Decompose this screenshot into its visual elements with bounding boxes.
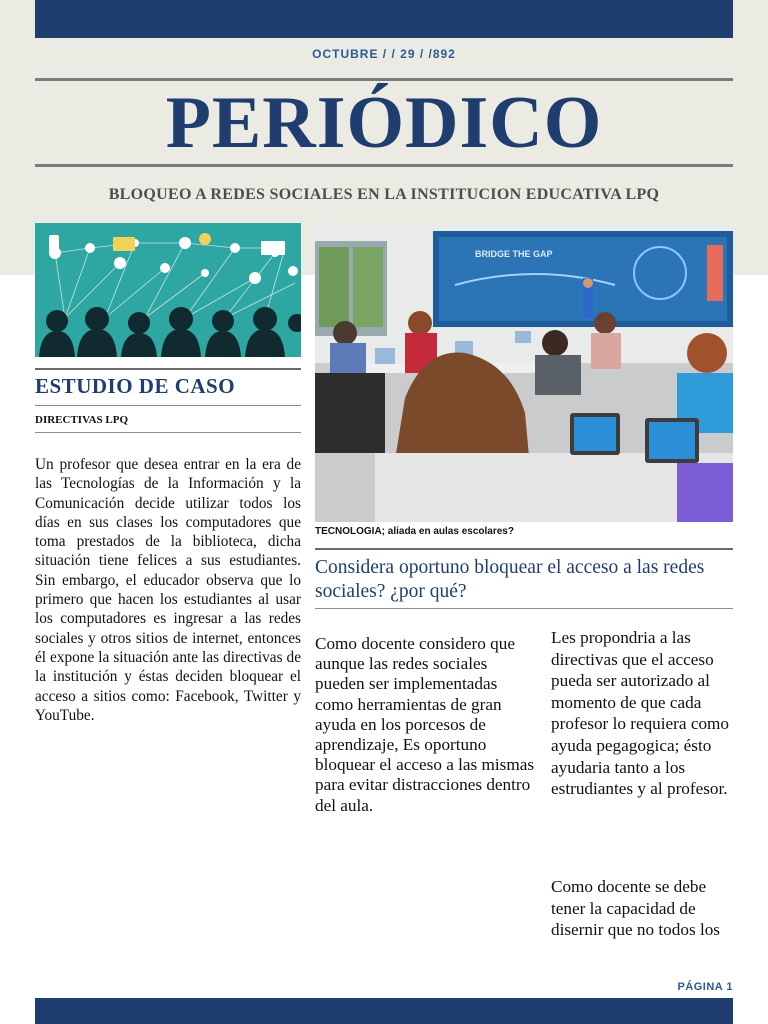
case-rule-mid	[35, 405, 301, 406]
answer-column-2: Les propondria a las directivas que el acceso pueda ser autorizado al momento de que cada profesor lo requiera como ayuda pegagogica; ésto ayudaria tanto a los estrudiantes y al profesor.	[551, 628, 730, 799]
screen-text: BRIDGE THE GAP	[475, 249, 553, 259]
question-headline: Considera oportuno bloquear el acceso a las redes sociales? ¿por qué?	[315, 557, 705, 602]
social-network-illustration	[35, 223, 301, 357]
classroom-photo	[315, 223, 733, 522]
top-bar	[35, 0, 733, 38]
headline-rule-top	[315, 548, 733, 550]
issue-date: OCTUBRE / / 29 / /892	[312, 47, 456, 61]
title-rule-bottom	[35, 164, 733, 167]
case-body: Un profesor que desea entrar en la era de las Tecnologías de la Información y la Comunicación decide utilizar todos los días en sus clases los computadores que toma prestados de la biblioteca, dicha situación tiene felices a sus estudiantes. Sin embargo, el educador observa que lo primero que hacen los estudiantes al usar los computadores es ingresar a las redes sociales y otros sitios de internet, entonces él expone la situación ante las directivas de la institución y éstas deciden bloquear el acceso a sitios como: Facebook, Twitter y YouTube.	[35, 456, 301, 724]
case-title: ESTUDIO DE CASO	[35, 374, 236, 398]
case-subtitle: DIRECTIVAS LPQ	[35, 414, 129, 426]
title-rule-top	[35, 78, 733, 81]
photo-caption: TECNOLOGIA; aliada en aulas escolares?	[315, 526, 514, 537]
headline-rule-bottom	[315, 608, 733, 609]
main-headline: BLOQUEO A REDES SOCIALES EN LA INSTITUCION EDUCATIVA LPQ	[108, 186, 660, 203]
bottom-bar	[35, 998, 733, 1024]
answer-column-2-continued: Como docente se debe tener la capacidad de disernir que no todos los	[551, 877, 720, 940]
page-number: PÁGINA 1	[677, 981, 733, 993]
case-rule-bottom	[35, 432, 301, 433]
case-rule-top	[35, 368, 301, 370]
answer-column-1: Como docente considero que aunque las redes sociales pueden ser implementadas como herramientas de gran ayuda en los porcesos de aprendizaje, Es oportuno bloquear el acceso a las mismas para evitar distracciones dentro del aula.	[315, 634, 535, 815]
newspaper-title: PERIÓDICO	[165, 82, 603, 164]
